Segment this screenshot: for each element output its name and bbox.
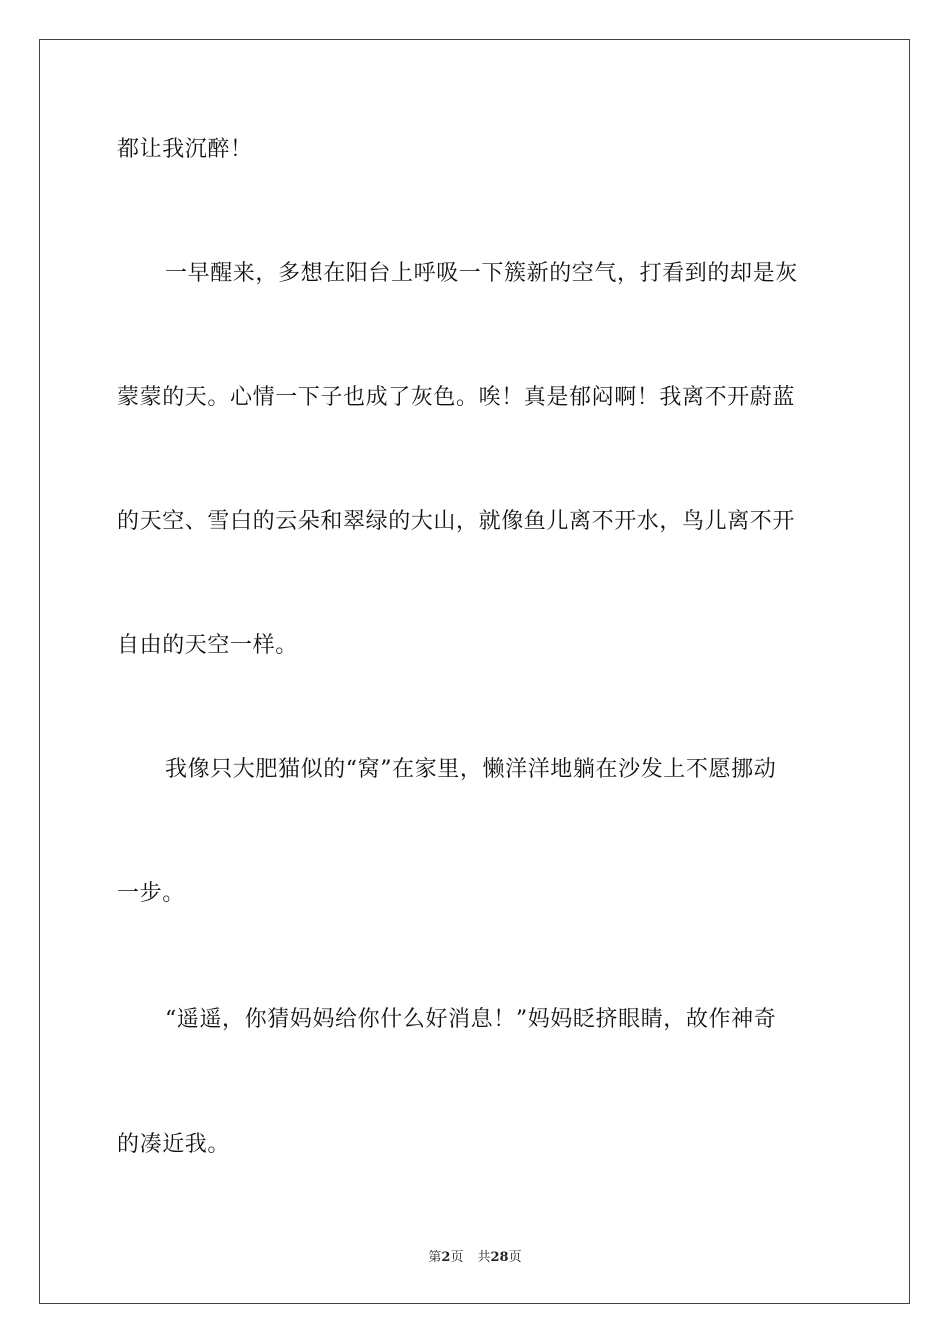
page-prefix: 第 [428,1250,442,1265]
page-suffix: 页 [450,1250,464,1265]
text-line: 一步。 [117,881,185,906]
text-line: 都让我沉醉！ [117,137,253,162]
paragraph-first-line: “遥遥，你猜妈妈给你什么好消息！”妈妈眨挤眼睛，故作神奇 [165,1007,777,1032]
paragraph-first-line: 一早醒来，多想在阳台上呼吸一下簇新的空气，打看到的却是灰 [165,261,798,286]
text-line: 自由的天空一样。 [117,633,298,658]
total-pages: 28 [490,1250,509,1265]
text-line: 的凑近我。 [117,1132,231,1157]
total-suffix: 页 [508,1250,522,1265]
page-border [39,39,910,1304]
text-line: 蒙蒙的天。心情一下子也成了灰色。唉！真是郁闷啊！我离不开蔚蓝 [117,385,796,410]
text-line: 的天空、雪白的云朵和翠绿的大山，就像鱼儿离不开水，鸟儿离不开 [117,509,796,534]
paragraph-first-line: 我像只大肥猫似的“窝”在家里，懒洋洋地躺在沙发上不愿挪动 [165,757,777,782]
page-footer [0,1249,950,1267]
total-prefix: 共 [477,1250,491,1265]
page-number: 2 [441,1250,451,1265]
